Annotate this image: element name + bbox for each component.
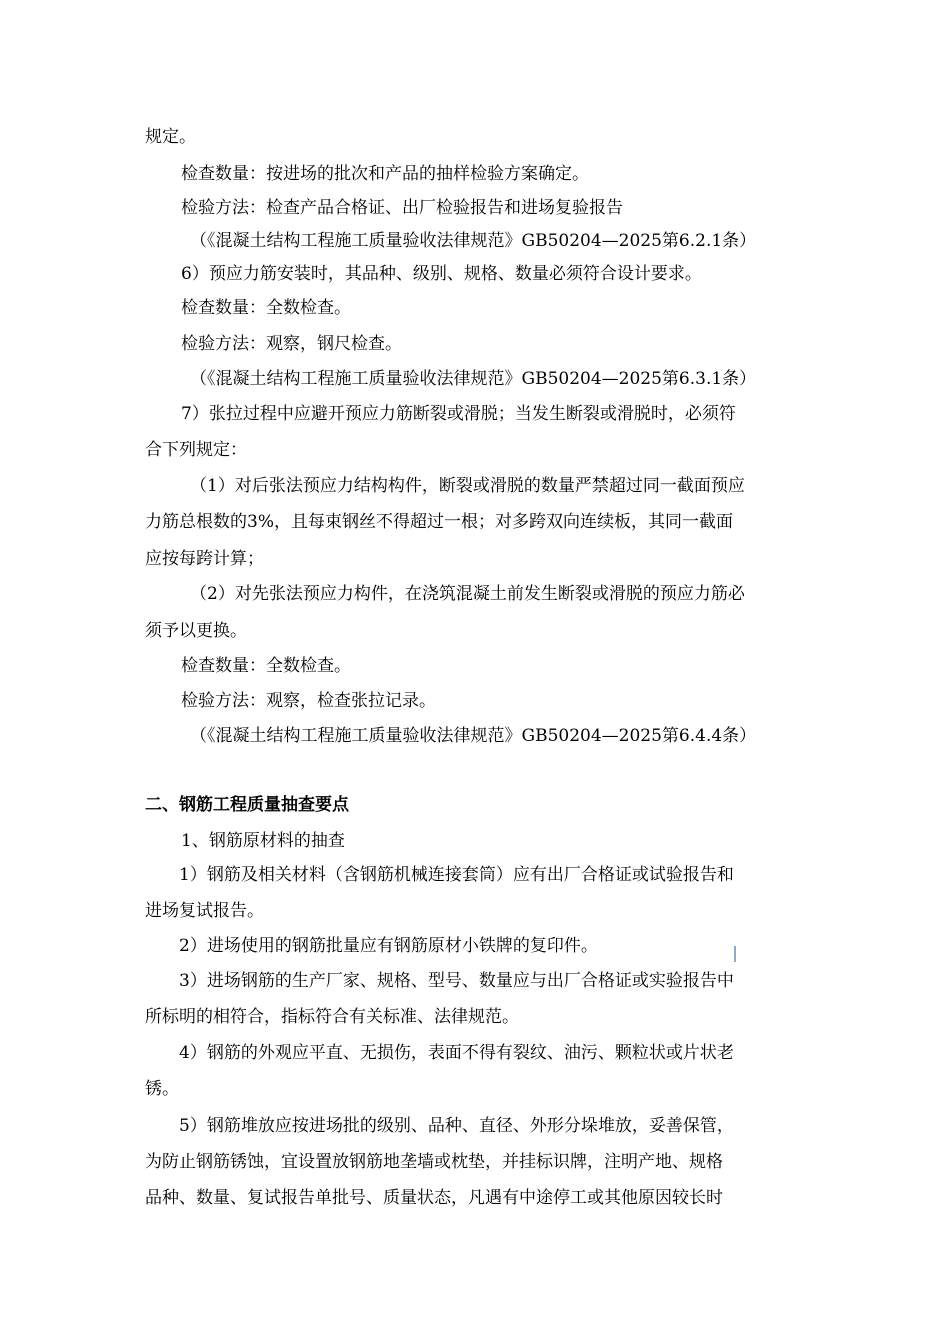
text-line: 4）钢筋的外观应平直、无损伤，表面不得有裂纹、油污、颗粒状或片状老: [179, 1043, 734, 1063]
text-line: 检验方法：观察，钢尺检查。: [181, 334, 402, 354]
text-line: 1、钢筋原材料的抽查: [181, 831, 345, 851]
text-line: 进场复试报告。: [145, 901, 264, 921]
text-line: 检验方法：检查产品合格证、出厂检验报告和进场复验报告: [181, 198, 623, 218]
text-line: （《混凝土结构工程施工质量验收法律规范》GB50204—2025第6.4.4条）: [190, 726, 757, 746]
text-line: （1）对后张法预应力结构构件，断裂或滑脱的数量严禁超过同一截面预应: [190, 476, 745, 496]
text-line: 检查数量：按进场的批次和产品的抽样检验方案确定。: [181, 164, 589, 184]
text-line: 力筋总根数的3%，且每束钢丝不得超过一根；对多跨双向连续板，其同一截面: [145, 512, 733, 532]
text-line: （2）对先张法预应力构件，在浇筑混凝土前发生断裂或滑脱的预应力筋必: [190, 584, 745, 604]
text-line: 为防止钢筋锈蚀，宜设置放钢筋地垄墙或枕垫，并挂标识牌，注明产地、规格: [145, 1152, 723, 1172]
section-heading: 二、钢筋工程质量抽查要点: [145, 795, 349, 815]
text-line: 合下列规定：: [145, 440, 247, 460]
text-line: 5）钢筋堆放应按进场批的级别、品种、直径、外形分垛堆放，妥善保管，: [179, 1116, 734, 1136]
text-line: 2）进场使用的钢筋批量应有钢筋原材小铁牌的复印件。: [179, 936, 598, 956]
text-line: 锈。: [145, 1079, 179, 1099]
text-line: 6）预应力筋安装时，其品种、级别、规格、数量必须符合设计要求。: [181, 264, 702, 284]
text-line: 检查数量：全数检查。: [181, 298, 351, 318]
text-line: 所标明的相符合，指标符合有关标准、法律规范。: [145, 1007, 519, 1027]
text-line: 须予以更换。: [145, 621, 247, 641]
text-line: （《混凝土结构工程施工质量验收法律规范》GB50204—2025第6.2.1条）: [190, 231, 757, 251]
text-line: 3）进场钢筋的生产厂家、规格、型号、数量应与出厂合格证或实验报告中: [179, 971, 734, 991]
text-line: 品种、数量、复试报告单批号、质量状态，凡遇有中途停工或其他原因较长时: [145, 1188, 723, 1208]
text-line: 检查数量：全数检查。: [181, 656, 351, 676]
text-line: （《混凝土结构工程施工质量验收法律规范》GB50204—2025第6.3.1条）: [190, 369, 757, 389]
text-line: 检验方法：观察，检查张拉记录。: [181, 691, 436, 711]
text-line: 1）钢筋及相关材料（含钢筋机械连接套筒）应有出厂合格证或试验报告和: [179, 865, 734, 885]
text-line: 规定。: [145, 127, 196, 147]
text-line: 应按每跨计算；: [145, 549, 264, 569]
text-line: 7）张拉过程中应避开预应力筋断裂或滑脱；当发生断裂或滑脱时，必须符: [181, 404, 736, 424]
